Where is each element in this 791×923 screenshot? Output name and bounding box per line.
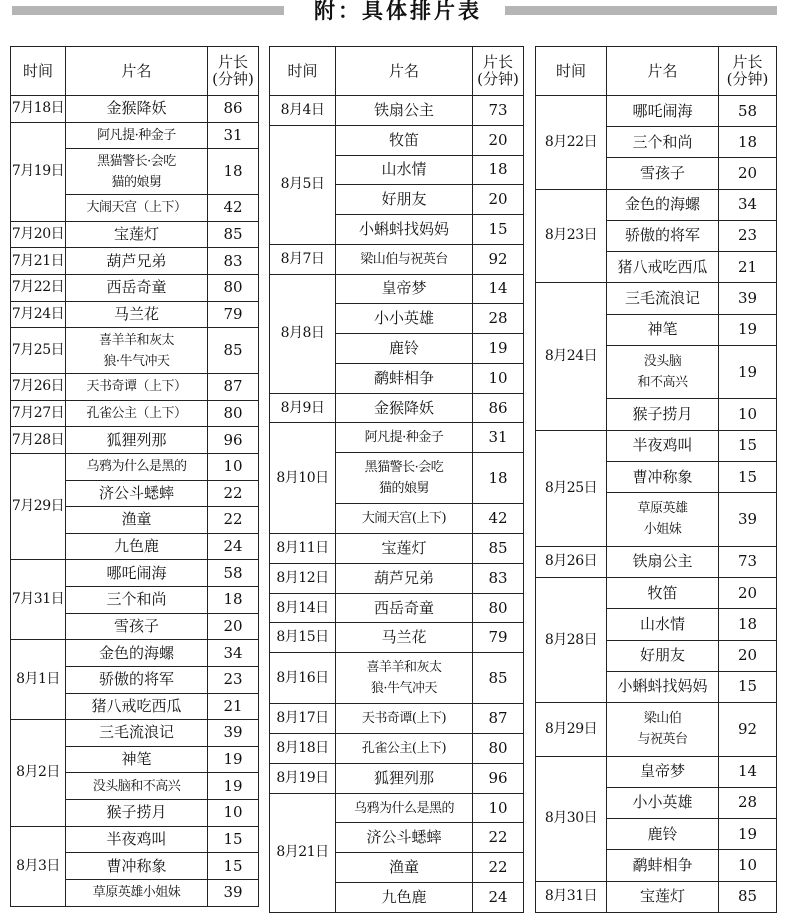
date-cell: 8月9日	[270, 393, 336, 423]
film-name-cell: 鹬蚌相争	[607, 850, 719, 881]
film-length-cell: 39	[719, 493, 777, 547]
film-length-cell: 10	[208, 800, 259, 827]
film-name-cell: 草原英雄 小姐妹	[607, 493, 719, 547]
film-length-cell: 14	[719, 756, 777, 787]
table-row	[536, 578, 777, 609]
table-row	[11, 301, 259, 328]
date-cell: 8月10日	[270, 423, 336, 534]
film-name-cell: 皇帝梦	[607, 756, 719, 787]
film-length-cell: 92	[473, 244, 524, 274]
page-header	[0, 0, 791, 28]
film-length-cell: 20	[208, 613, 259, 640]
date-cell: 7月19日	[11, 122, 66, 221]
film-length-cell: 15	[719, 461, 777, 492]
film-length-cell: 85	[208, 221, 259, 248]
header-length: 片长 (分钟)	[208, 47, 259, 96]
film-length-cell: 15	[208, 826, 259, 853]
film-length-cell: 83	[208, 248, 259, 275]
film-name-cell: 喜羊羊和灰太 狼·牛气冲天	[66, 328, 208, 374]
film-name-cell: 山水情	[607, 609, 719, 640]
header-rule-left	[12, 6, 284, 15]
film-length-cell: 18	[473, 453, 524, 504]
film-name-cell: 草原英雄小姐妹	[66, 879, 208, 906]
film-length-cell: 87	[208, 374, 259, 401]
film-name-cell: 皇帝梦	[336, 274, 473, 304]
date-cell: 8月8日	[270, 274, 336, 393]
film-length-cell: 73	[473, 96, 524, 126]
film-name-cell: 济公斗蟋蟀	[66, 480, 208, 507]
date-cell: 7月22日	[11, 274, 66, 301]
header-date: 时间	[270, 47, 336, 96]
film-length-cell: 39	[208, 720, 259, 747]
film-name-cell: 猪八戒吃西瓜	[607, 252, 719, 283]
film-length-cell: 85	[473, 653, 524, 704]
table-row	[11, 122, 259, 149]
film-name-cell: 阿凡提·种金子	[336, 423, 473, 453]
film-name-cell: 好朋友	[336, 185, 473, 215]
film-name-cell: 三毛流浪记	[607, 283, 719, 314]
film-name-cell: 曹冲称象	[607, 461, 719, 492]
header-row	[536, 47, 777, 96]
film-name-cell: 小小英雄	[336, 304, 473, 334]
table-row	[270, 393, 524, 423]
film-length-cell: 42	[473, 504, 524, 534]
film-name-cell: 九色鹿	[66, 533, 208, 560]
film-name-cell: 西岳奇童	[336, 593, 473, 623]
film-length-cell: 18	[719, 127, 777, 158]
film-length-cell: 21	[719, 252, 777, 283]
date-cell: 8月11日	[270, 534, 336, 564]
film-length-cell: 34	[719, 189, 777, 220]
film-name-cell: 猴子捞月	[607, 399, 719, 430]
film-name-cell: 天书奇谭（上下）	[66, 374, 208, 401]
film-name-cell: 梁山伯与祝英台	[336, 244, 473, 274]
film-name-cell: 牧笛	[607, 578, 719, 609]
film-name-cell: 鹿铃	[607, 819, 719, 850]
film-name-cell: 好朋友	[607, 640, 719, 671]
date-cell: 7月26日	[11, 374, 66, 401]
film-length-cell: 10	[473, 793, 524, 823]
header-name: 片名	[66, 47, 208, 96]
film-length-cell: 10	[473, 363, 524, 393]
film-name-cell: 骄傲的将军	[66, 666, 208, 693]
film-name-cell: 山水情	[336, 155, 473, 185]
header-length: 片长 (分钟)	[473, 47, 524, 96]
film-name-cell: 渔童	[336, 853, 473, 883]
date-cell: 8月1日	[11, 640, 66, 720]
film-name-cell: 骄傲的将军	[607, 220, 719, 251]
film-name-cell: 大闹天宫(上下)	[336, 504, 473, 534]
table-row	[270, 96, 524, 126]
schedule-table-3	[535, 46, 777, 913]
table-row	[536, 283, 777, 314]
film-length-cell: 42	[208, 195, 259, 222]
date-cell: 8月29日	[536, 702, 607, 756]
table-row	[270, 593, 524, 623]
film-name-cell: 阿凡提·种金子	[66, 122, 208, 149]
header-row	[270, 47, 524, 96]
table-row	[536, 881, 777, 912]
film-length-cell: 24	[473, 883, 524, 913]
film-name-cell: 孔雀公主（上下）	[66, 400, 208, 427]
film-length-cell: 15	[719, 430, 777, 461]
film-name-cell: 神笔	[66, 746, 208, 773]
table-row	[11, 96, 259, 123]
film-name-cell: 金色的海螺	[66, 640, 208, 667]
film-length-cell: 21	[208, 693, 259, 720]
table-row	[11, 640, 259, 667]
film-name-cell: 乌鸦为什么是黑的	[66, 453, 208, 480]
film-name-cell: 雪孩子	[607, 158, 719, 189]
film-length-cell: 18	[208, 587, 259, 614]
film-length-cell: 73	[719, 546, 777, 577]
table-row	[11, 374, 259, 401]
date-cell: 7月29日	[11, 453, 66, 560]
table-row	[536, 189, 777, 220]
film-length-cell: 20	[719, 640, 777, 671]
film-length-cell: 24	[208, 533, 259, 560]
film-length-cell: 20	[719, 158, 777, 189]
film-name-cell: 小蝌蚪找妈妈	[607, 671, 719, 702]
table-row	[11, 400, 259, 427]
film-name-cell: 渔童	[66, 507, 208, 534]
table-row	[11, 221, 259, 248]
film-name-cell: 狐狸列那	[66, 427, 208, 454]
film-length-cell: 19	[473, 334, 524, 364]
film-length-cell: 22	[473, 853, 524, 883]
film-name-cell: 半夜鸡叫	[66, 826, 208, 853]
date-cell: 8月31日	[536, 881, 607, 912]
film-name-cell: 没头脑和不高兴	[66, 773, 208, 800]
film-length-cell: 19	[719, 314, 777, 345]
date-cell: 8月24日	[536, 283, 607, 430]
table-row	[270, 423, 524, 453]
date-cell: 7月24日	[11, 301, 66, 328]
date-cell: 8月15日	[270, 623, 336, 653]
film-length-cell: 19	[719, 345, 777, 399]
schedule-table-2	[269, 46, 524, 913]
film-name-cell: 雪孩子	[66, 613, 208, 640]
film-name-cell: 济公斗蟋蟀	[336, 823, 473, 853]
film-length-cell: 80	[208, 400, 259, 427]
table-row	[11, 826, 259, 853]
film-name-cell: 黑猫警长·会吃 猫的娘舅	[336, 453, 473, 504]
date-cell: 7月18日	[11, 96, 66, 123]
film-name-cell: 鹿铃	[336, 334, 473, 364]
table-row	[270, 793, 524, 823]
film-length-cell: 19	[719, 819, 777, 850]
header-date: 时间	[11, 47, 66, 96]
film-length-cell: 22	[208, 480, 259, 507]
table-row	[270, 244, 524, 274]
film-length-cell: 19	[208, 746, 259, 773]
table-row	[11, 453, 259, 480]
table-row	[536, 546, 777, 577]
film-name-cell: 梁山伯 与祝英台	[607, 702, 719, 756]
film-name-cell: 三个和尚	[607, 127, 719, 158]
film-length-cell: 15	[473, 215, 524, 245]
film-length-cell: 31	[208, 122, 259, 149]
film-name-cell: 九色鹿	[336, 883, 473, 913]
date-cell: 8月18日	[270, 734, 336, 764]
film-name-cell: 猴子捞月	[66, 800, 208, 827]
film-length-cell: 96	[473, 763, 524, 793]
header-name: 片名	[336, 47, 473, 96]
film-name-cell: 半夜鸡叫	[607, 430, 719, 461]
film-length-cell: 80	[473, 593, 524, 623]
page-title: 附：具体排片表	[314, 0, 482, 23]
table-row	[11, 560, 259, 587]
film-length-cell: 22	[208, 507, 259, 534]
film-name-cell: 铁扇公主	[607, 546, 719, 577]
film-name-cell: 黑猫警长·会吃 猫的娘舅	[66, 149, 208, 195]
film-length-cell: 85	[719, 881, 777, 912]
film-length-cell: 20	[719, 578, 777, 609]
film-length-cell: 80	[473, 734, 524, 764]
table-row	[536, 702, 777, 756]
header-name: 片名	[607, 47, 719, 96]
film-length-cell: 85	[473, 534, 524, 564]
film-name-cell: 铁扇公主	[336, 96, 473, 126]
table-row	[11, 328, 259, 374]
table-row	[536, 430, 777, 461]
film-length-cell: 39	[208, 879, 259, 906]
date-cell: 8月28日	[536, 578, 607, 703]
film-name-cell: 孔雀公主(上下)	[336, 734, 473, 764]
film-length-cell: 10	[208, 453, 259, 480]
date-cell: 8月14日	[270, 593, 336, 623]
table-row	[11, 427, 259, 454]
film-length-cell: 79	[473, 623, 524, 653]
date-cell: 8月23日	[536, 189, 607, 283]
schedule-table-1	[10, 46, 259, 907]
date-cell: 8月19日	[270, 763, 336, 793]
date-cell: 7月31日	[11, 560, 66, 640]
film-length-cell: 15	[719, 671, 777, 702]
film-name-cell: 小小英雄	[607, 787, 719, 818]
film-name-cell: 宝莲灯	[607, 881, 719, 912]
film-name-cell: 神笔	[607, 314, 719, 345]
film-length-cell: 15	[208, 853, 259, 880]
film-length-cell: 80	[208, 274, 259, 301]
film-length-cell: 19	[208, 773, 259, 800]
film-length-cell: 85	[208, 328, 259, 374]
date-cell: 8月30日	[536, 756, 607, 881]
table-row	[11, 248, 259, 275]
film-name-cell: 狐狸列那	[336, 763, 473, 793]
film-name-cell: 大闹天宫（上下）	[66, 195, 208, 222]
date-cell: 8月25日	[536, 430, 607, 546]
film-name-cell: 牧笛	[336, 125, 473, 155]
film-length-cell: 34	[208, 640, 259, 667]
date-cell: 8月22日	[536, 96, 607, 190]
date-cell: 8月7日	[270, 244, 336, 274]
table-row	[270, 563, 524, 593]
film-name-cell: 喜羊羊和灰太 狼·牛气冲天	[336, 653, 473, 704]
header-rule-right	[505, 6, 777, 15]
date-cell: 7月20日	[11, 221, 66, 248]
film-name-cell: 鹬蚌相争	[336, 363, 473, 393]
film-name-cell: 哪吒闹海	[607, 96, 719, 127]
table-row	[270, 274, 524, 304]
film-name-cell: 曹冲称象	[66, 853, 208, 880]
film-length-cell: 83	[473, 563, 524, 593]
film-name-cell: 没头脑 和不高兴	[607, 345, 719, 399]
film-length-cell: 86	[473, 393, 524, 423]
film-name-cell: 乌鸦为什么是黑的	[336, 793, 473, 823]
table-row	[536, 96, 777, 127]
film-length-cell: 58	[719, 96, 777, 127]
table-row	[270, 125, 524, 155]
table-row	[270, 534, 524, 564]
film-name-cell: 马兰花	[336, 623, 473, 653]
film-length-cell: 10	[719, 850, 777, 881]
table-row	[536, 756, 777, 787]
film-length-cell: 79	[208, 301, 259, 328]
film-length-cell: 92	[719, 702, 777, 756]
date-cell: 8月21日	[270, 793, 336, 912]
table-row	[270, 763, 524, 793]
date-cell: 8月26日	[536, 546, 607, 577]
date-cell: 8月3日	[11, 826, 66, 906]
film-length-cell: 86	[208, 96, 259, 123]
film-name-cell: 小蝌蚪找妈妈	[336, 215, 473, 245]
table-row	[11, 274, 259, 301]
table-row	[270, 653, 524, 704]
film-name-cell: 金猴降妖	[336, 393, 473, 423]
date-cell: 7月21日	[11, 248, 66, 275]
table-row	[11, 720, 259, 747]
date-cell: 7月27日	[11, 400, 66, 427]
film-length-cell: 23	[208, 666, 259, 693]
date-cell: 7月28日	[11, 427, 66, 454]
film-length-cell: 20	[473, 185, 524, 215]
date-cell: 8月5日	[270, 125, 336, 244]
date-cell: 8月4日	[270, 96, 336, 126]
film-name-cell: 马兰花	[66, 301, 208, 328]
table-row	[270, 734, 524, 764]
header-date: 时间	[536, 47, 607, 96]
table-row	[270, 623, 524, 653]
film-name-cell: 宝莲灯	[336, 534, 473, 564]
film-length-cell: 18	[719, 609, 777, 640]
film-length-cell: 22	[473, 823, 524, 853]
film-length-cell: 39	[719, 283, 777, 314]
film-length-cell: 87	[473, 704, 524, 734]
table-row	[270, 704, 524, 734]
date-cell: 8月2日	[11, 720, 66, 827]
film-name-cell: 金猴降妖	[66, 96, 208, 123]
film-name-cell: 葫芦兄弟	[66, 248, 208, 275]
film-name-cell: 三个和尚	[66, 587, 208, 614]
film-length-cell: 20	[473, 125, 524, 155]
film-name-cell: 宝莲灯	[66, 221, 208, 248]
film-length-cell: 96	[208, 427, 259, 454]
date-cell: 8月16日	[270, 653, 336, 704]
film-length-cell: 58	[208, 560, 259, 587]
film-length-cell: 10	[719, 399, 777, 430]
film-name-cell: 三毛流浪记	[66, 720, 208, 747]
film-length-cell: 18	[208, 149, 259, 195]
film-name-cell: 哪吒闹海	[66, 560, 208, 587]
film-name-cell: 猪八戒吃西瓜	[66, 693, 208, 720]
header-row	[11, 47, 259, 96]
header-length: 片长 (分钟)	[719, 47, 777, 96]
date-cell: 8月12日	[270, 563, 336, 593]
film-length-cell: 23	[719, 220, 777, 251]
film-length-cell: 14	[473, 274, 524, 304]
film-length-cell: 18	[473, 155, 524, 185]
date-cell: 8月17日	[270, 704, 336, 734]
film-name-cell: 天书奇谭(上下)	[336, 704, 473, 734]
film-name-cell: 金色的海螺	[607, 189, 719, 220]
film-name-cell: 西岳奇童	[66, 274, 208, 301]
film-name-cell: 葫芦兄弟	[336, 563, 473, 593]
date-cell: 7月25日	[11, 328, 66, 374]
film-length-cell: 28	[473, 304, 524, 334]
film-length-cell: 31	[473, 423, 524, 453]
film-length-cell: 28	[719, 787, 777, 818]
